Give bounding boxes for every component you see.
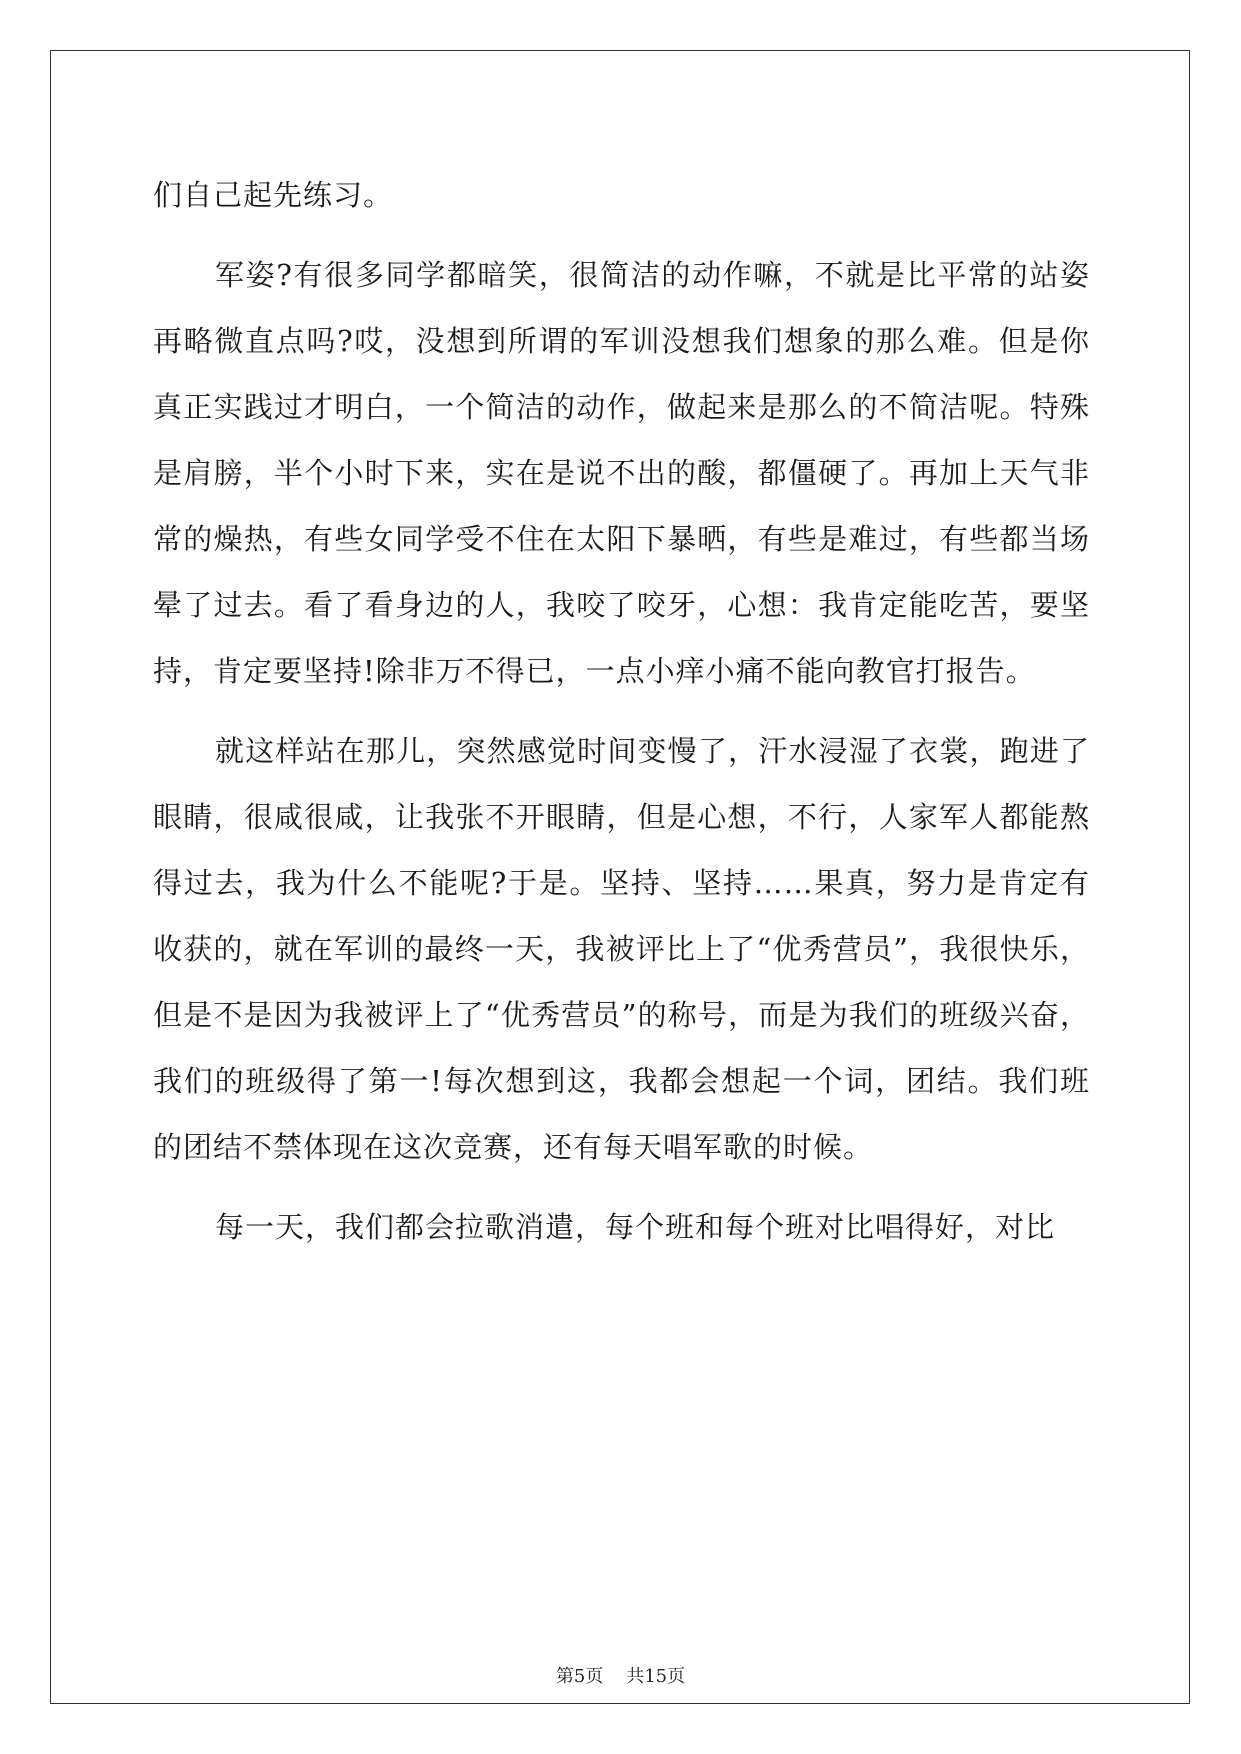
- page-number-footer: 第5页 共15页: [555, 1666, 686, 1687]
- document-body: [153, 162, 1090, 1274]
- paragraph-4: 每一天，我们都会拉歌消遣，每个班和每个班对比唱得好，对比: [215, 1210, 1056, 1244]
- paragraph-3: 就这样站在那儿，突然感觉时间变慢了，汗水浸湿了衣裳，跑进了眼睛，很咸很咸，让我张不开眼睛，但是心想，不行，人家军人都能熬得过去，我为什么不能呢?于是。坚持、坚持……果真，努力是肯定有收获的，就在军训的最终一天，我被评比上了“优秀营员”，我很快乐，但是不是因为我被评上了“优秀营员”的称号，而是为我们的班级兴奋，我们的班级得了第一!每次想到这，我都会想起一个词，团结。我们班的团结不禁体现在这次竞赛，还有每天唱军歌的时候。: [153, 734, 1090, 1164]
- paragraph-2: 军姿?有很多同学都暗笑，很简洁的动作嘛，不就是比平常的站姿再略微直点吗?哎，没想到所谓的军训没想我们想象的那么难。但是你真正实践过才明白，一个简洁的动作，做起来是那么的不简洁呢。特殊是肩膀，半个小时下来，实在是说不出的酸，都僵硬了。再加上天气非常的燥热，有些女同学受不住在太阳下暴晒，有些是难过，有些都当场晕了过去。看了看身边的人，我咬了咬牙，心想：我肯定能吃苦，要坚持，肯定要坚持!除非万不得已，一点小痒小痛不能向教官打报告。: [153, 258, 1090, 688]
- paragraph-1: 们自己起先练习。: [153, 178, 394, 212]
